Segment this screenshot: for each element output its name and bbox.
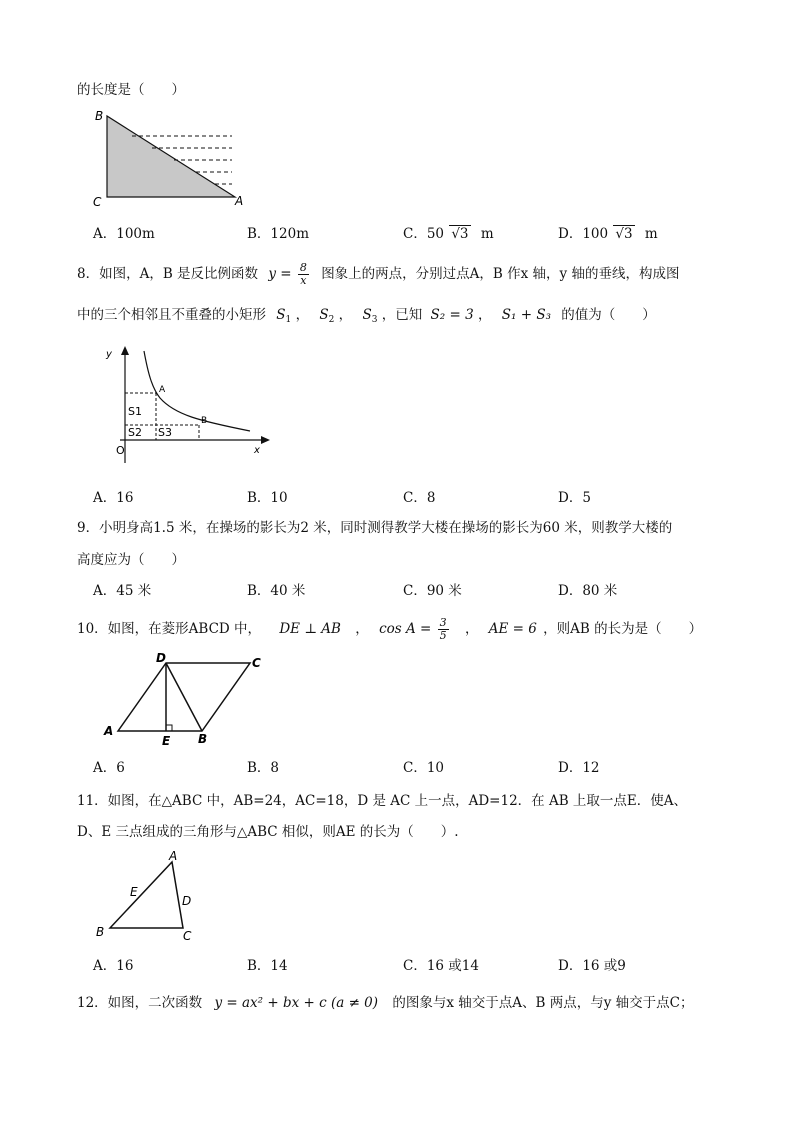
q7-option-d-pre: D．100 [558, 226, 609, 242]
q10-rhombus-figure [100, 653, 270, 748]
q7-label-b: B [95, 109, 104, 123]
q8-option-c[interactable]: C．8 [403, 490, 436, 506]
q8-label-s2: S2 [128, 426, 142, 439]
q10-label-e: E [162, 734, 171, 748]
q11-label-b: B [96, 925, 105, 939]
q8-func-lhs: y = [268, 266, 292, 282]
q10-right-angle [166, 725, 172, 731]
q9-line-1: 9．小明身高1.5 米，在操场的影长为2 米，同时测得教学大楼在操场的影长为60 米，则教学大楼的 [77, 520, 673, 536]
q8-label-s1: S1 [128, 405, 142, 418]
q11-option-d[interactable]: D．16 或9 [558, 958, 626, 974]
q8-graph [100, 343, 275, 473]
q11-triangle [110, 862, 183, 928]
q11-label-c: C [183, 929, 192, 943]
q7-option-d-unit: m [644, 226, 658, 242]
q7-option-d-sqrt: √3 [615, 226, 633, 242]
q10-db [166, 663, 202, 731]
q11-option-a[interactable]: A．16 [93, 958, 134, 974]
q7-triangle [107, 116, 235, 197]
q11-option-c[interactable]: C．16 或14 [403, 958, 479, 974]
q7-option-b[interactable]: B．120m [247, 226, 309, 242]
q10-option-c[interactable]: C．10 [403, 760, 445, 776]
q10-fraction: $\frac{3}{5}$ [439, 616, 447, 642]
q7-figure [90, 108, 250, 208]
q8-x-arrow [261, 436, 270, 444]
q9-option-a[interactable]: A．45 米 [93, 583, 152, 599]
q11-option-b[interactable]: B．14 [247, 958, 288, 974]
q8-option-d[interactable]: D．5 [558, 490, 591, 506]
q8-fraction: $\frac{8}{x}$ [299, 261, 307, 287]
q7-option-d[interactable] [558, 224, 658, 244]
q11-line-2: D、E 三点组成的三角形与△ABC 相似，则AE 的长为（ ）. [77, 824, 459, 840]
q8-label-b: B [201, 416, 208, 426]
q12-stem: 12．如图，二次函数 y = ax² + bx + c (a ≠ 0) 的图象与x 轴交于点A、B 两点，与y 轴交于点C； [77, 995, 694, 1011]
q8-option-b[interactable]: B．10 [247, 490, 288, 506]
q8-label-a: A [159, 385, 166, 395]
q10-ae: AE = 6 [488, 621, 537, 637]
q7-label-a: A [235, 194, 244, 208]
q10-stem: 10．如图，在菱形ABCD 中， DE ⊥ AB ， cos A = $\frac{3}{5}$ ， AE = 6 ，则AB 的长为是（ ） [77, 616, 703, 642]
q11-label-d: D [182, 894, 192, 908]
q9-option-c[interactable]: C．90 米 [403, 583, 462, 599]
q8-y-arrow [121, 346, 129, 355]
q10-cos: cos A = [379, 621, 432, 637]
q7-label-c: C [93, 195, 102, 209]
q12-func: y = ax² + bx + c (a ≠ 0) [214, 995, 379, 1011]
q11-label-e: E [130, 885, 138, 899]
q11-line-1: 11．如图，在△ABC 中，AB=24，AC=18，D 是 AC 上一点，AD=12．在 AB 上取一点E．使A、 [77, 793, 688, 809]
q9-option-d[interactable]: D．80 米 [558, 583, 618, 599]
q10-label-a: A [104, 724, 114, 738]
q8-line-2: 中的三个相邻且不重叠的小矩形 $S_1$ ， $S_2$ ， $S_3$ ，已知 S₂ = 3 ， S₁ + S₃ 的值为（ ） [77, 307, 656, 325]
q8-label-y: y [106, 349, 112, 360]
q8-option-a[interactable]: A．16 [93, 490, 134, 506]
q7-option-c[interactable] [403, 224, 494, 244]
q7-option-c-pre: C．50 [403, 226, 445, 242]
q10-cond-perp: DE ⊥ AB [279, 621, 341, 637]
q10-option-b[interactable]: B．8 [247, 760, 280, 776]
q7-option-a[interactable]: A．100m [93, 226, 155, 242]
q8-label-s3: S3 [158, 426, 172, 439]
q8-label-o: O [116, 444, 125, 457]
q9-line-2: 高度应为（ ） [77, 552, 185, 568]
q10-label-c: C [252, 656, 261, 670]
q10-label-b: B [198, 732, 208, 746]
q10-label-d: D [156, 651, 166, 665]
q11-triangle-figure [95, 848, 210, 943]
q7-stem-tail: 的长度是（ ） [77, 82, 185, 98]
q7-option-c-unit: m [480, 226, 494, 242]
q7-option-c-sqrt: √3 [451, 226, 469, 242]
q9-option-b[interactable]: B．40 米 [247, 583, 306, 599]
q10-option-a[interactable]: A．6 [93, 760, 125, 776]
q8-label-x: x [254, 445, 260, 456]
q10-option-d[interactable]: D．12 [558, 760, 600, 776]
q8-line-1: 8．如图，A，B 是反比例函数 y = $\frac{8}{x}$ 图象上的两点，分别过点A，B 作x 轴，y 轴的垂线，构成图 [77, 261, 680, 287]
q11-label-a: A [169, 849, 178, 863]
